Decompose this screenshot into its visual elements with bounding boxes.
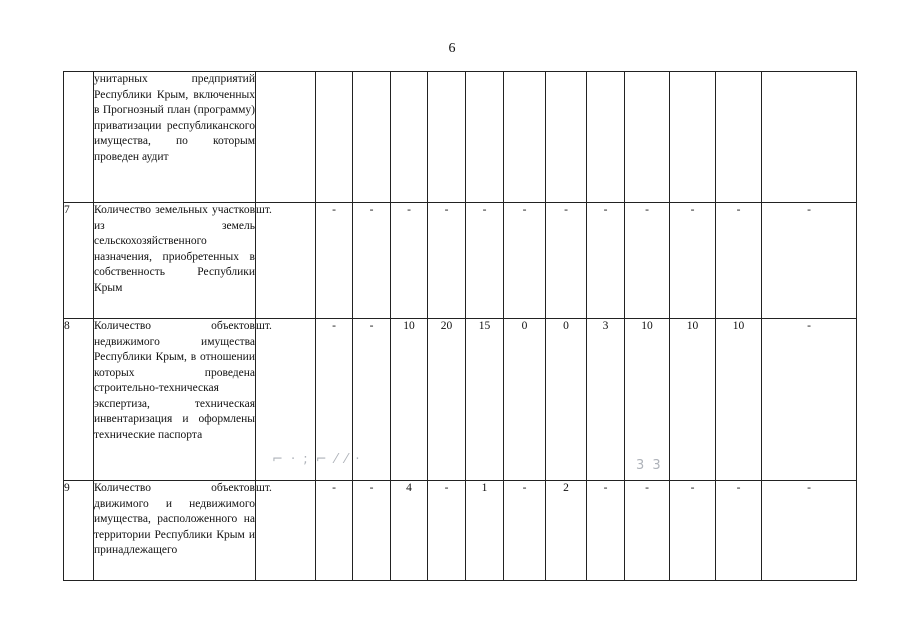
value-cell: - — [670, 203, 716, 319]
value-cell: 10 — [391, 319, 428, 481]
indicators-table — [63, 71, 857, 581]
value-cell — [762, 72, 857, 203]
indicator-description: Количество земельных участков из земель сельскохозяйственного назначения, приобретенных в собственность Республики Крым — [94, 203, 256, 319]
table-row — [64, 203, 857, 319]
value-cell: 10 — [716, 319, 762, 481]
value-cell: - — [625, 481, 670, 581]
value-cell: - — [504, 481, 546, 581]
value-cell: - — [625, 203, 670, 319]
unit-cell: шт. — [256, 203, 316, 319]
row-number — [64, 72, 94, 203]
indicator-description: Количество объектов движимого и недвижимого имущества, расположенного на территории Республики Крым и принадлежащего — [94, 481, 256, 581]
value-cell: - — [428, 203, 466, 319]
unit-cell — [256, 72, 316, 203]
indicator-description: унитарных предприятий Республики Крым, включенных в Прогнозный план (программу) приватизации республиканского имущества, по которым проведен аудит — [94, 72, 256, 203]
scan-artifact: ⌐ · ; ⌐ ⁄ ⁄ · — [272, 452, 362, 467]
value-cell: - — [353, 203, 391, 319]
value-cell: 0 — [504, 319, 546, 481]
value-cell — [670, 72, 716, 203]
row-number: 7 — [64, 203, 94, 319]
value-cell: - — [716, 481, 762, 581]
value-cell — [428, 72, 466, 203]
value-cell: 3 — [587, 319, 625, 481]
indicator-description: Количество объектов недвижимого имущества Республики Крым, в отношении которых проведена строительно-техническая экспертиза, техническая инвентаризация и оформлены технические паспорта — [94, 319, 256, 481]
value-cell: - — [762, 481, 857, 581]
value-cell: - — [762, 319, 857, 481]
value-cell — [716, 72, 762, 203]
row-number: 8 — [64, 319, 94, 481]
value-cell: 10 — [625, 319, 670, 481]
value-cell — [353, 72, 391, 203]
value-cell: - — [353, 319, 391, 481]
value-cell: - — [546, 203, 587, 319]
value-cell: - — [504, 203, 546, 319]
value-cell — [504, 72, 546, 203]
row-number: 9 — [64, 481, 94, 581]
table-row — [64, 72, 857, 203]
unit-cell: шт. — [256, 319, 316, 481]
value-cell: - — [762, 203, 857, 319]
value-cell: - — [587, 203, 625, 319]
value-cell: 4 — [391, 481, 428, 581]
table-row — [64, 481, 857, 581]
page-number: 6 — [448, 41, 456, 56]
value-cell: - — [391, 203, 428, 319]
value-cell: - — [316, 319, 353, 481]
value-cell: 1 — [466, 481, 504, 581]
value-cell: - — [716, 203, 762, 319]
value-cell: 15 — [466, 319, 504, 481]
table-row — [64, 319, 857, 481]
value-cell — [316, 72, 353, 203]
value-cell: 0 — [546, 319, 587, 481]
value-cell — [466, 72, 504, 203]
value-cell: - — [587, 481, 625, 581]
value-cell — [391, 72, 428, 203]
value-cell: - — [428, 481, 466, 581]
value-cell: - — [670, 481, 716, 581]
unit-cell: шт. — [256, 481, 316, 581]
value-cell: - — [316, 203, 353, 319]
value-cell: - — [466, 203, 504, 319]
value-cell — [546, 72, 587, 203]
value-cell: - — [316, 481, 353, 581]
value-cell: 20 — [428, 319, 466, 481]
value-cell — [625, 72, 670, 203]
value-cell: 10 — [670, 319, 716, 481]
value-cell: - — [353, 481, 391, 581]
scan-artifact: 3 3 — [636, 458, 663, 473]
value-cell — [587, 72, 625, 203]
value-cell: 2 — [546, 481, 587, 581]
